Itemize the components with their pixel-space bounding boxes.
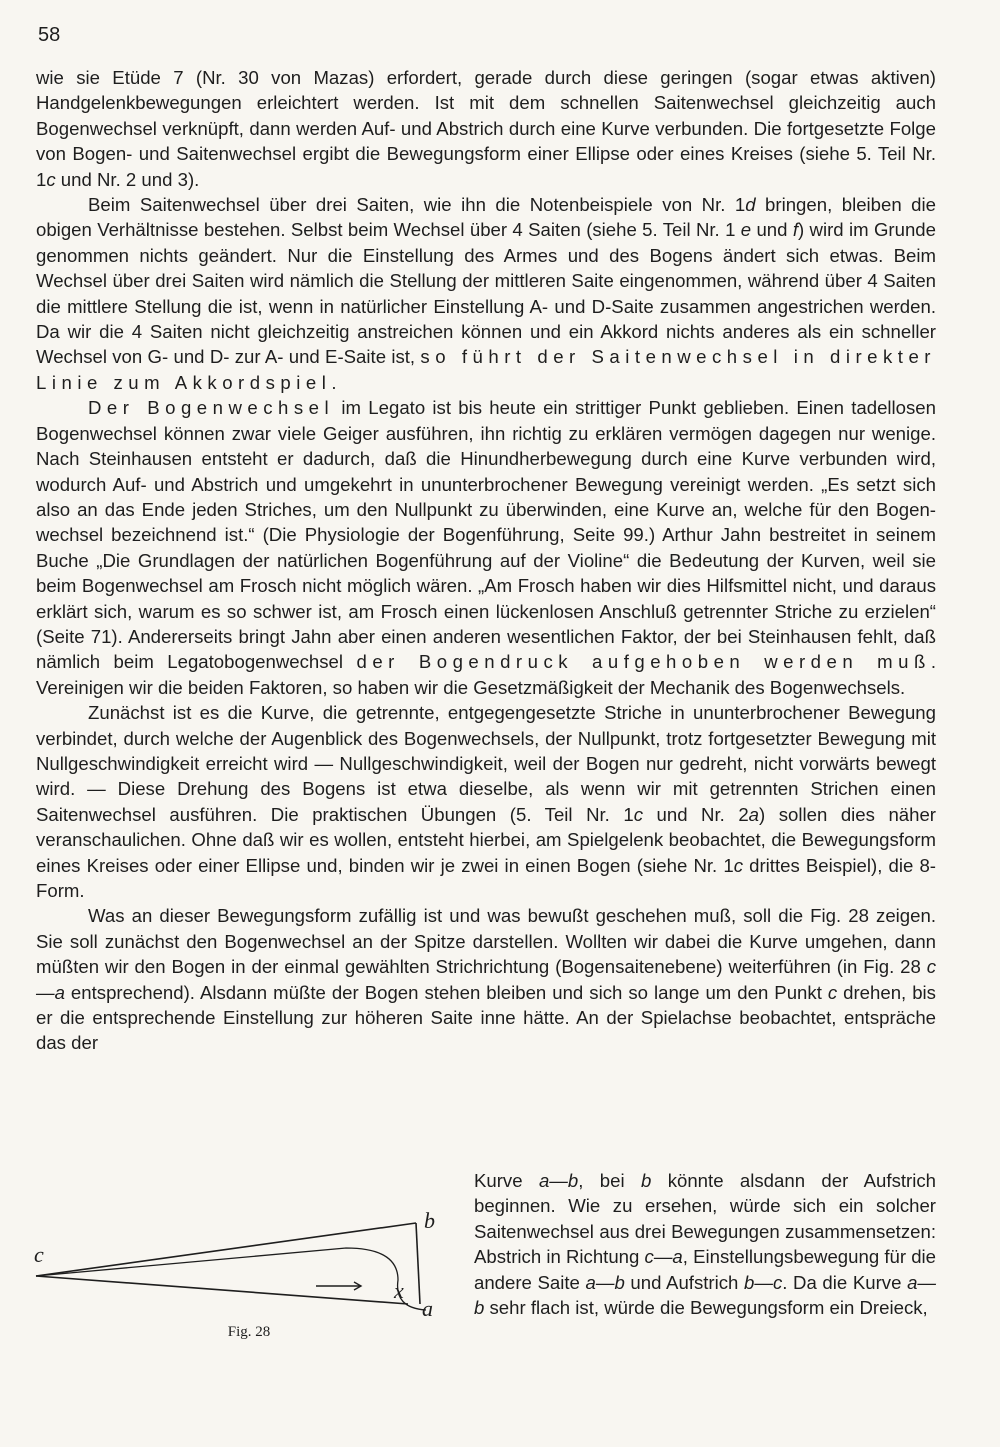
text-run: und Nr. 2 und 3). — [55, 168, 200, 190]
paragraph — [36, 65, 936, 192]
text-run: . Da die Kurve — [782, 1271, 908, 1293]
spaced-emphasis-text: so führt der Saitenwechsel in direkter Linie zum Akkordspiel — [36, 346, 936, 393]
body-text — [36, 65, 936, 1056]
text-run: wie sie Etüde 7 (Nr. 30 von Mazas) erfordert, gerade durch diese geringen (sogar etwas aktiven) Handgelenkbewegungen erleichtert werden. Ist mit dem schnellen Saitenwechsel gleichzeitig auch Bogenwechsel verknüpft, dann werden Auf- und Abstrich durch eine Kurve verbunden. Die fortgesetzte Folge von Bogen- und Saitenwechsel ergibt die Bewegungsform einer Ellipse oder eines Kreises (siehe 5. Teil Nr. 1 — [36, 67, 936, 190]
line-b-a — [416, 1223, 420, 1304]
italic-text: c — [46, 168, 56, 190]
line-c-b — [36, 1223, 416, 1276]
italic-text: c—a — [644, 1246, 683, 1268]
figure-28 — [36, 1168, 461, 1358]
wrapped-text-column — [474, 1168, 936, 1320]
label-a: a — [422, 1296, 433, 1321]
text-run: und Aufstrich — [624, 1271, 745, 1293]
paragraph — [36, 903, 936, 1055]
label-b: b — [424, 1208, 435, 1233]
text-run: sehr flach ist, würde die Bewegungsform ein Dreieck, — [484, 1297, 928, 1319]
paragraph — [36, 700, 936, 903]
text-run: und Nr. 2 — [643, 803, 749, 825]
italic-text: b—c — [744, 1271, 783, 1293]
text-run: könnte alsdann der Aufstrich beginnen. Wie zu ersehen, würde sich ein solcher Saitenwechsel aus drei Bewegungen zusammensetzen: Abstrich in Richtung — [474, 1170, 936, 1268]
spaced-emphasis-text: Der Bogenwechsel — [88, 397, 335, 419]
text-run: entsprechend). Alsdann müßte der Bogen stehen bleiben und sich so lange um den Punkt — [64, 981, 828, 1003]
italic-text: b — [640, 1170, 652, 1191]
italic-text: a — [748, 803, 760, 825]
text-run: Beim Saitenwechsel über drei Saiten, wie ihn die Notenbeispiele von Nr. 1 — [88, 194, 746, 216]
text-run: bringen, bleiben die obigen Verhältnisse bestehen. Selbst beim Wechsel über 4 Saiten (siehe 5. Teil Nr. 1 — [36, 194, 936, 241]
italic-text: c — [827, 981, 838, 1003]
paragraph — [474, 1168, 936, 1320]
text-run: ) wird im Grunde genommen nichts geändert. Nur die Einstellung des Armes und des Bogens ändert sich etwas. Beim Wechsel über drei Saiten wird nämlich die Stellung der mittleren Saite eingenommen, während über 4 Saiten die mittlere Stellung die ist, wenn in natürlicher Einstellung A- und D-Saite zusammen angestrichen werden. Da wir die 4 Saiten nicht gleichzeitig anstreichen können und ein Akkord nichts anderes als ein schneller Wechsel von G- und D- zur A- und E-Saite ist, — [36, 219, 936, 368]
paragraph — [36, 395, 936, 700]
italic-text: a—b — [585, 1271, 625, 1293]
italic-text: c — [733, 854, 743, 876]
text-run: drehen, bis er die entsprechende Einstellung zur höheren Saite inne hätte. An der Spielachse beobachtet, entspräche das der — [36, 981, 936, 1054]
italic-text: c — [633, 803, 643, 825]
text-run: und — [751, 219, 793, 241]
italic-text: a—b — [538, 1170, 579, 1191]
text-run: im Legato ist bis heute ein strittiger Punkt geblieben. Einen tadellosen Bogenwechsel können zwar viele Geiger ausführen, ihn richtig zu erklären vermögen dagegen nur wenige. Nach Steinhausen entsteht er dadurch, daß die Hinundherbewegung durch eine Kurve verbunden wird, wodurch Auf- und Abstrich und umgekehrt in ununterbrochener Bewegung vereinigt werden. „Es setzt sich also an das Ende jeden Striches, um den Nullpunkt zu überwinden, eine Kurve an, welche für den Bogenwechsel bezeichnend ist.“ (Die Physiologie der Bogenführung, Seite 99.) Arthur Jahn bestreitet in seinem Buche „Die Grundlagen der natürlichen Bogenführung auf der Violine“ die Bedeutung der Kurven, weil sie beim Bogenwechsel am Frosch nicht möglich wären. „Am Frosch haben wir dies Hilfsmittel nicht, und daraus erklärt sich, warum es so schwer ist, am Frosch einen lückenlosen Anschluß getrennter Striche zu erzielen“ (Seite 71). Andererseits bringt Jahn aber einen anderen wesentlichen Faktor, der bei Steinhausen fehlt, daß nämlich beim Legatobogenwechsel — [36, 397, 936, 673]
text-run: . Vereinigen wir die beiden Faktoren, so haben wir die Gesetzmäßigkeit der Mechanik des Bogenwechsels. — [36, 651, 937, 698]
text-run: , bei — [578, 1170, 641, 1191]
text-run: , Einstellungsbewegung für die andere Saite — [474, 1246, 937, 1293]
paragraph — [36, 192, 936, 395]
italic-text: f — [792, 219, 799, 241]
text-run: Was an dieser Bewegungsform zufällig ist und was bewußt geschehen muß, soll die Fig. 28 zeigen. Sie soll zunächst den Bogenwechsel an der Spitze darstellen. Wollten wir dabei die Kurve umgehen, dann müßten wir den Bogen in der einmal gewählten Strichrichtung (Bogensaitenebene) weiterführen (in Fig. 28 — [36, 905, 936, 978]
figure-and-text — [36, 1168, 936, 1358]
bow-change-diagram — [36, 1168, 461, 1328]
italic-text: d — [745, 194, 756, 216]
page-number: 58 — [38, 24, 61, 46]
text-run: ) sollen dies näher veranschaulichen. Ohne daß wir es wollen, entsteht hierbei, am Spielgelenk beobachtet, die Bewegungsform eines Kreises oder einer Ellipse und, binden wir je zwei in einen Bogen (siehe Nr. 1 — [36, 803, 936, 876]
label-x: x — [394, 1278, 404, 1303]
italic-text: a—b — [474, 1271, 937, 1319]
italic-text: e — [740, 219, 752, 241]
text-run: Zunächst ist es die Kurve, die getrennte, entgegengesetzte Striche in ununterbrochener Bewegung verbindet, durch welche der Augenblick des Bogenwechsels, der Nullpunkt, trotz fortgesetzter Bewegung mit Nullgeschwindigkeit erreicht wird — Nullgeschwindigkeit, weil der Bogen nur gedreht, nicht vorwärts bewegt wird. — Diese Drehung des Bogens ist etwa dieselbe, als wenn wir mit getrennten Strichen einen Saitenwechsel ausführen. Die praktischen Übungen (5. Teil Nr. 1 — [36, 702, 936, 825]
text-run: Kurve — [474, 1170, 539, 1191]
spaced-emphasis-text: der Bogendruck aufgehoben werden muß — [356, 651, 931, 673]
text-run: . — [331, 371, 337, 393]
line-c-a — [36, 1276, 408, 1304]
italic-text: c—a — [36, 956, 936, 1003]
figure-caption: Fig. 28 — [227, 1324, 271, 1340]
text-run: drittes Beispiel), die 8-Form. — [36, 854, 936, 901]
label-c: c — [34, 1242, 44, 1267]
